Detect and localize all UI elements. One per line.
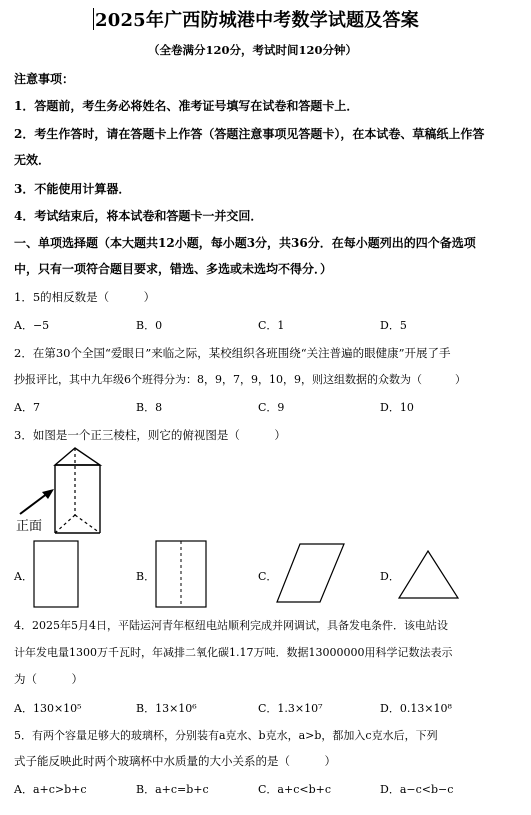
- q2-option-c: C．9: [258, 401, 285, 414]
- q3-option-d: D．: [380, 570, 400, 583]
- q5-option-d: D．a−c<b−c: [380, 783, 454, 796]
- q3-option-c: C．: [258, 570, 278, 583]
- front-view-arrow: [18, 488, 58, 518]
- q2-option-b: B．8: [136, 401, 163, 414]
- q1-option-d: D．5: [380, 319, 407, 332]
- question-5-stem: 式子能反映此时两个玻璃杯中水质量的大小关系的是（ ）: [14, 754, 336, 768]
- notice-item: 2．考生作答时，请在答题卡上作答（答题注意事项见答题卡），在本试卷、草稿纸上作答: [14, 127, 485, 141]
- question-4-stem: 计年发电量1300万千瓦时，年减排二氧化碳1.17万吨．数据13000000用科学记数法表示: [14, 646, 453, 659]
- q1-option-b: B．0: [136, 319, 163, 332]
- notice-item: 4．考试结束后，将本试卷和答题卡一并交回．: [14, 209, 263, 223]
- option-d-triangle: [398, 550, 460, 600]
- notice-item: 3．不能使用计算器．: [14, 182, 131, 196]
- notice-heading: 注意事项：: [14, 72, 75, 86]
- section-heading: 一、单项选择题（本大题共12小题，每小题3分，共36分．在每小题列出的四个备选项: [14, 236, 476, 250]
- question-2-stem: 2．在第30个全国“爱眼日”来临之际，某校组织各班围绕“关注普遍的眼健康”开展了手: [14, 346, 451, 360]
- question-2-stem: 抄报评比，其中九年级6个班得分为：8，9，7，9，10，9，则这组数据的众数为（ ）: [14, 373, 466, 386]
- notice-item: 无效．: [14, 153, 51, 167]
- q4-option-d: D．0.13×10⁸: [380, 702, 452, 715]
- q5-option-c: C．a+c<b+c: [258, 783, 331, 796]
- question-5-stem: 5．有两个容量足够大的玻璃杯，分别装有a克水、b克水，a>b，都加入c克水后，下列: [14, 729, 438, 742]
- q3-option-a: A．: [14, 570, 33, 583]
- text-cursor: [93, 8, 94, 30]
- q1-option-a: A．−5: [14, 319, 50, 332]
- question-4-stem: 为（ ）: [14, 672, 83, 686]
- q5-option-b: B．a+c=b+c: [136, 783, 209, 796]
- exam-subtitle: （全卷满分120分，考试时间120分钟）: [148, 43, 358, 57]
- front-label: 正面: [16, 519, 43, 534]
- notice-item: 1．答题前，考生务必将姓名、准考证号填写在试卷和答题卡上．: [14, 99, 359, 113]
- page-title: 2025年广西防城港中考数学试题及答案: [95, 10, 419, 31]
- option-a-rectangle: [33, 540, 79, 608]
- question-3-stem: 3．如图是一个正三棱柱，则它的俯视图是（ ）: [14, 428, 286, 442]
- q3-option-b: B．: [136, 570, 156, 583]
- section-heading: 中，只有一项符合题目要求，错选、多选或未选均不得分．）: [14, 262, 333, 276]
- q4-option-b: B．13×10⁶: [136, 702, 197, 715]
- prism-figure: [50, 445, 110, 537]
- option-c-parallelogram: [276, 543, 346, 603]
- q4-option-c: C．1.3×10⁷: [258, 702, 323, 715]
- q5-option-a: A．a+c>b+c: [14, 783, 87, 796]
- option-b-rectangle-dashed: [155, 540, 207, 608]
- q4-option-a: A．130×10⁵: [14, 702, 82, 715]
- q2-option-d: D．10: [380, 401, 414, 414]
- q1-option-c: C．1: [258, 319, 285, 332]
- q2-option-a: A．7: [14, 401, 40, 414]
- question-4-stem: 4．2025年5月4日，平陆运河青年枢纽电站顺利完成并网调试，具备发电条件．该电站设: [14, 619, 448, 632]
- question-1-stem: 1．5的相反数是（ ）: [14, 290, 156, 304]
